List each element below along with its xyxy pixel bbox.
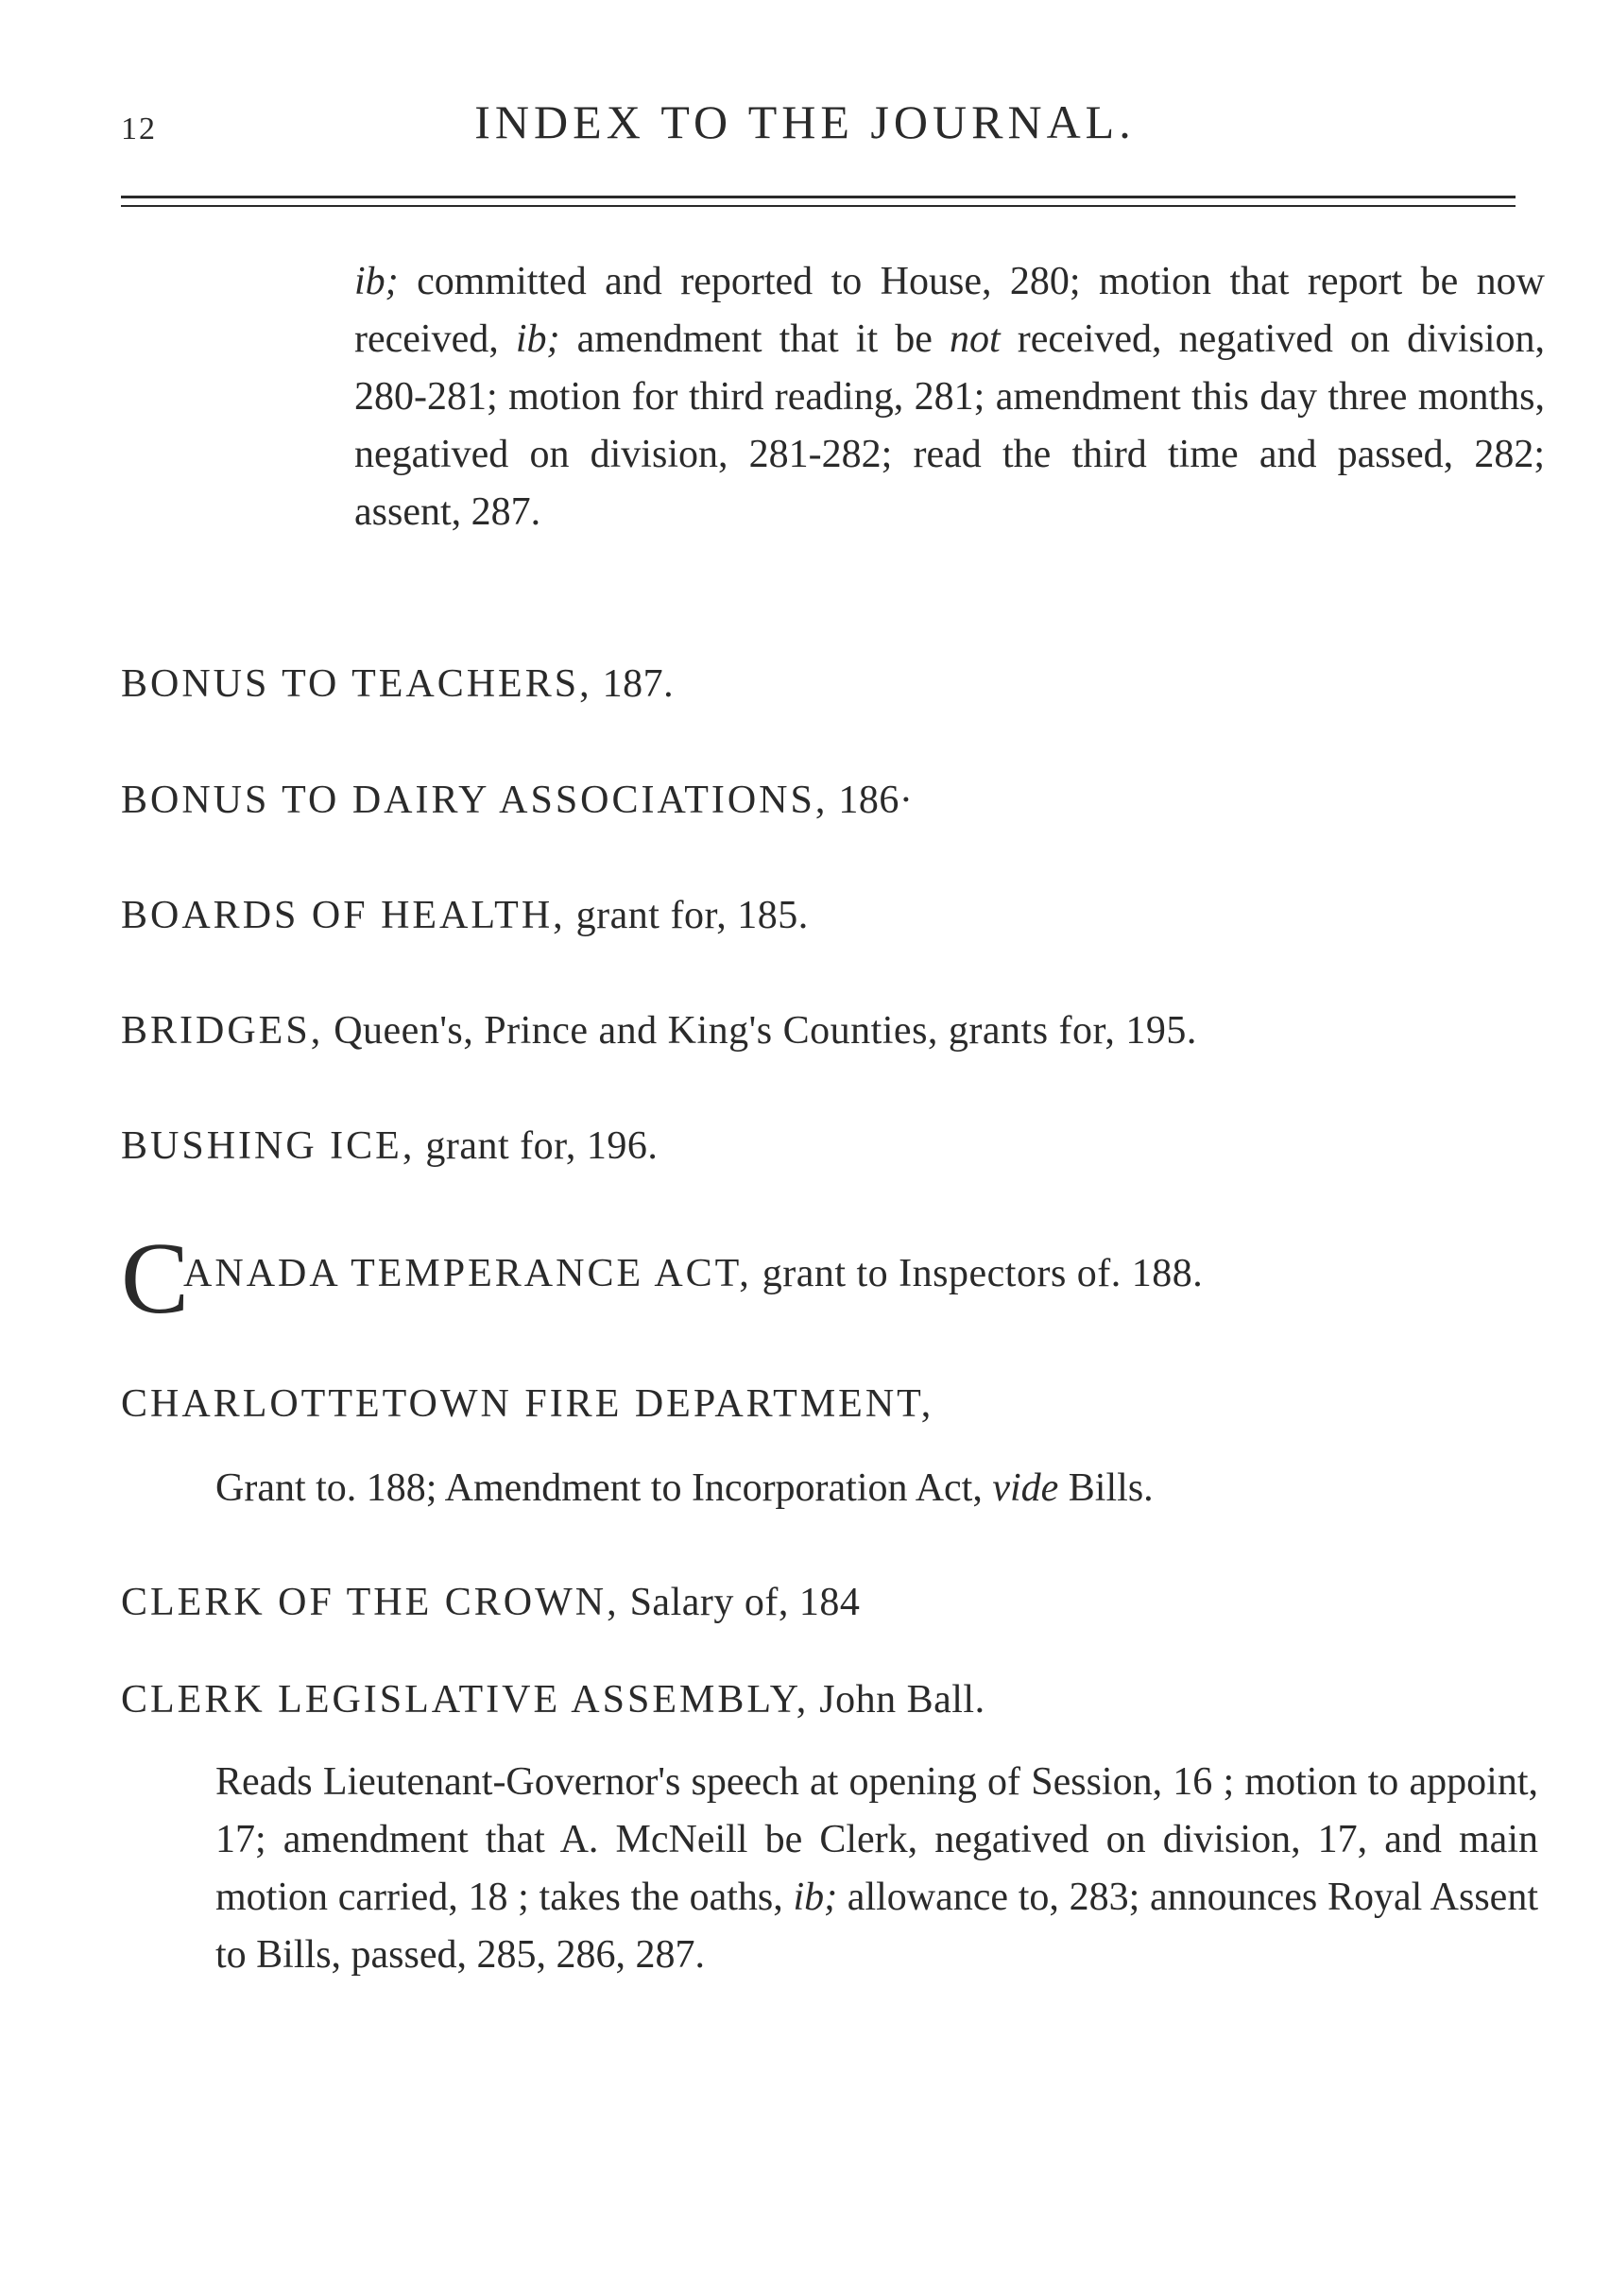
- index-entry: [121, 1223, 1538, 1335]
- continued-text-part: amendment that it be: [559, 317, 950, 361]
- drop-cap: C: [121, 1223, 190, 1335]
- entry-reference: 187.: [591, 662, 675, 706]
- entry-reference: grant to Inspectors of. 188.: [751, 1252, 1204, 1295]
- entry-detail: [215, 1754, 1538, 1984]
- detail-text: Grant to. 188; Amendment to Incorporation Act,: [215, 1466, 993, 1510]
- index-entry: [121, 1008, 1538, 1054]
- entry-heading: BUSHING ICE,: [121, 1124, 416, 1168]
- index-entry: [121, 1677, 1538, 1722]
- entry-heading: CLERK LEGISLATIVE ASSEMBLY,: [121, 1678, 810, 1722]
- entry-reference: Queen's, Prince and King's Counties, grants for, 195.: [323, 1009, 1197, 1053]
- index-entry: [121, 778, 1538, 823]
- detail-text: Bills.: [1058, 1466, 1154, 1510]
- entry-heading: CLERK OF THE CROWN,: [121, 1581, 620, 1624]
- entry-reference: grant for, 185.: [565, 894, 809, 937]
- entry-reference: grant for, 196.: [415, 1124, 659, 1168]
- index-entry: [121, 893, 1538, 938]
- entry-reference: Salary of, 184: [619, 1581, 861, 1624]
- emphasis-not: not: [950, 317, 1001, 361]
- index-entry: [121, 661, 1538, 707]
- entry-reference: 186·: [828, 779, 914, 822]
- detail-text: allowance to, 283; announces Royal Assent to Bills, passed, 285, 286, 287.: [215, 1876, 1538, 1977]
- entry-heading: BOARDS OF HEALTH,: [121, 894, 566, 937]
- header-rule: [121, 196, 1516, 198]
- entry-heading: ANADA TEMPERANCE ACT,: [183, 1252, 752, 1295]
- entry-heading: BONUS TO DAIRY ASSOCIATIONS,: [121, 779, 829, 822]
- page-number: 12: [121, 111, 157, 146]
- entry-heading: CHARLOTTETOWN FIRE DEPARTMENT,: [121, 1382, 934, 1426]
- continued-text-part: received, negatived on division, 280-281; motion for third reading, 281; amendment this day three months, negatived on division, 281-282; read the third time and passed, 282; assent, 287.: [354, 317, 1545, 534]
- header-rule-thin: [121, 205, 1516, 207]
- detail-text: Reads Lieutenant-Governor's speech at opening of Session, 16 ; motion to appoint, 17; amendment that A. McNeill be Clerk, negatived on division, 17, and main motion carried, 18 ; takes the oaths,: [215, 1760, 1538, 1919]
- entry-reference: John Ball.: [809, 1678, 985, 1722]
- entry-detail: [215, 1460, 1538, 1517]
- continued-entry-text: [354, 253, 1545, 541]
- entry-heading: BRIDGES,: [121, 1009, 324, 1053]
- vide-abbrev: vide: [992, 1466, 1059, 1510]
- page-title: INDEX TO THE JOURNAL.: [474, 95, 1136, 148]
- ibid-abbrev: ib;: [354, 260, 399, 303]
- entry-heading: BONUS TO TEACHERS,: [121, 662, 592, 706]
- index-entry: [121, 1123, 1538, 1169]
- continued-text-part: committed and reported to House, 280; motion that report be now received,: [354, 260, 1545, 361]
- ibid-abbrev: ib;: [515, 317, 560, 361]
- index-entry: [121, 1381, 1538, 1427]
- index-entry: [121, 1580, 1538, 1625]
- ibid-abbrev: ib;: [793, 1876, 838, 1919]
